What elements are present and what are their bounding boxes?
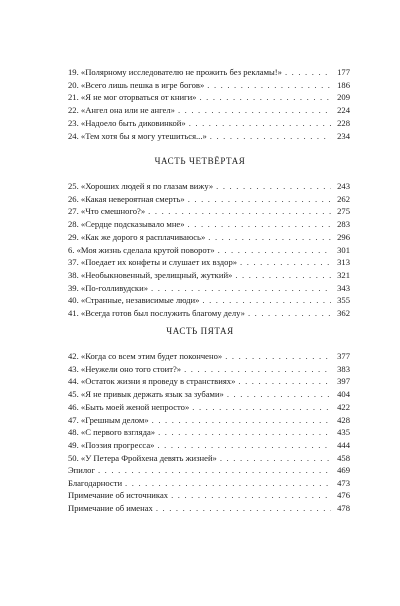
toc-entry <box>68 363 350 376</box>
dot-leader <box>148 205 331 218</box>
dot-leader <box>285 66 331 79</box>
toc-entry <box>68 117 350 130</box>
entry-page: 234 <box>337 130 350 141</box>
toc-entry <box>68 464 350 477</box>
dot-leader <box>218 244 331 257</box>
entry-title: 44. «Остаток жизни я проведу в странствиях» <box>68 376 236 387</box>
dot-leader <box>158 426 331 439</box>
toc-entry <box>68 426 350 439</box>
entry-page: 313 <box>337 257 350 268</box>
toc-entry <box>68 205 350 218</box>
toc-entry <box>68 218 350 231</box>
toc-entry <box>68 307 350 320</box>
entry-page: 177 <box>337 67 350 77</box>
toc-entry <box>68 489 350 502</box>
dot-leader <box>188 218 331 231</box>
toc-entry <box>68 452 350 465</box>
entry-page: 428 <box>337 414 350 425</box>
entry-page: 228 <box>337 117 350 128</box>
entry-page: 404 <box>337 389 350 400</box>
toc-entry <box>68 256 350 269</box>
dot-leader <box>210 130 331 143</box>
toc-entry <box>68 130 350 143</box>
toc-entry <box>68 244 350 257</box>
toc-entry <box>68 502 350 515</box>
toc-group-part3-end <box>68 66 350 142</box>
entry-title: Эпилог <box>68 465 95 475</box>
entry-title: 26. «Какая невероятная смерть» <box>68 193 185 204</box>
toc-entry <box>68 231 350 244</box>
dot-leader <box>125 477 331 490</box>
dot-leader <box>202 294 331 307</box>
dot-leader <box>235 269 331 282</box>
entry-title: 25. «Хороших людей я по глазам вижу» <box>68 181 214 191</box>
entry-page: 186 <box>337 79 350 90</box>
toc-entry <box>68 350 350 363</box>
toc-group-part5 <box>68 350 350 464</box>
dot-leader <box>156 502 331 515</box>
entry-title: 38. «Необыкновенный, зрелищный, жуткий» <box>68 269 233 280</box>
entry-page: 209 <box>337 92 350 103</box>
dot-leader <box>157 439 331 452</box>
entry-page: 224 <box>337 105 350 116</box>
toc-entry <box>68 180 350 193</box>
entry-title: 28. «Сердце подсказывало мне» <box>68 219 185 230</box>
entry-title: 40. «Странные, независимые люди» <box>68 295 200 306</box>
dot-leader <box>98 464 331 477</box>
part4-heading: ЧАСТЬ ЧЕТВЁРТАЯ <box>154 156 246 166</box>
toc-entry <box>68 401 350 414</box>
entry-page: 478 <box>337 503 350 514</box>
toc-entry <box>68 79 350 92</box>
toc-entry <box>68 282 350 295</box>
entry-title: 37. «Поедает их конфеты и слушает их вздор» <box>68 257 238 268</box>
entry-page: 422 <box>337 401 350 412</box>
entry-page: 283 <box>337 219 350 230</box>
entry-page: 262 <box>337 193 350 204</box>
entry-title: 39. «По-голливудски» <box>68 282 148 293</box>
toc-entry <box>68 193 350 206</box>
entry-title: 19. «Полярному исследователю не прожить без рекламы!» <box>68 67 282 77</box>
entry-title: 23. «Надоело быть диковинкой» <box>68 117 186 128</box>
entry-title: 6. «Моя жизнь сделала крутой поворот» <box>68 244 215 255</box>
dot-leader <box>171 489 331 502</box>
toc-entry <box>68 66 350 79</box>
dot-leader <box>220 452 331 465</box>
toc-entry <box>68 269 350 282</box>
entry-title: 20. «Всего лишь пешка в игре богов» <box>68 79 205 90</box>
entry-title: 45. «Я не привык держать язык за зубами» <box>68 389 224 400</box>
entry-title: Примечание об источниках <box>68 490 169 501</box>
entry-title: 27. «Что смешного?» <box>68 206 146 217</box>
entry-page: 301 <box>337 244 350 255</box>
dot-leader <box>184 363 331 376</box>
entry-page: 473 <box>337 477 350 488</box>
dot-leader <box>248 307 331 320</box>
dot-leader <box>199 91 331 104</box>
dot-leader <box>225 350 331 363</box>
entry-page: 476 <box>337 490 350 501</box>
entry-page: 362 <box>337 308 350 319</box>
entry-title: 48. «С первого взгляда» <box>68 427 156 438</box>
toc-entry <box>68 104 350 117</box>
toc-entry <box>68 294 350 307</box>
entry-title: 22. «Ангел она или не ангел» <box>68 105 175 116</box>
dot-leader <box>207 79 331 92</box>
entry-title: 49. «Поэзия прогресса» <box>68 439 155 450</box>
dot-leader <box>192 401 331 414</box>
entry-page: 458 <box>337 452 350 463</box>
entry-title: 50. «У Петера Фройхена девять жизней» <box>68 452 217 463</box>
entry-title: 24. «Тем хотя бы я могу утешиться...» <box>68 130 207 141</box>
dot-leader <box>240 256 331 269</box>
toc-group-backmatter <box>68 464 350 515</box>
entry-title: 43. «Неужели оно того стоит?» <box>68 363 182 374</box>
dot-leader <box>227 388 331 401</box>
entry-title: 46. «Быть моей женой непросто» <box>68 401 190 412</box>
entry-page: 397 <box>337 376 350 387</box>
entry-page: 321 <box>337 269 350 280</box>
dot-leader <box>238 375 331 388</box>
entry-page: 444 <box>337 439 350 450</box>
entry-page: 355 <box>337 295 350 306</box>
toc-entry <box>68 388 350 401</box>
entry-page: 383 <box>337 363 350 374</box>
part5-heading: ЧАСТЬ ПЯТАЯ <box>166 326 234 336</box>
dot-leader <box>188 193 331 206</box>
dot-leader <box>208 231 331 244</box>
entry-title: Примечание об именах <box>68 503 153 514</box>
entry-page: 435 <box>337 427 350 438</box>
entry-title: Благодарности <box>68 477 123 488</box>
entry-page: 275 <box>337 206 350 217</box>
toc-entry <box>68 91 350 104</box>
toc-group-part4 <box>68 180 350 320</box>
toc-entry <box>68 375 350 388</box>
toc-entry <box>68 439 350 452</box>
entry-page: 243 <box>337 181 350 191</box>
entry-page: 296 <box>337 231 350 242</box>
dot-leader <box>189 117 331 130</box>
entry-title: 41. «Всегда готов был послужить благому делу» <box>68 308 245 319</box>
toc-entry <box>68 414 350 427</box>
entry-title: 42. «Когда со всем этим будет покончено» <box>68 351 223 361</box>
dot-leader <box>152 414 331 427</box>
dot-leader <box>216 180 331 193</box>
entry-title: 29. «Как же дорого я расплачиваюсь» <box>68 231 206 242</box>
dot-leader <box>178 104 331 117</box>
entry-page: 343 <box>337 282 350 293</box>
entry-page: 469 <box>337 465 350 475</box>
toc-entry <box>68 477 350 490</box>
dot-leader <box>151 282 331 295</box>
entry-title: 47. «Грешным делом» <box>68 414 149 425</box>
entry-title: 21. «Я не мог оторваться от книги» <box>68 92 197 103</box>
entry-page: 377 <box>337 351 350 361</box>
